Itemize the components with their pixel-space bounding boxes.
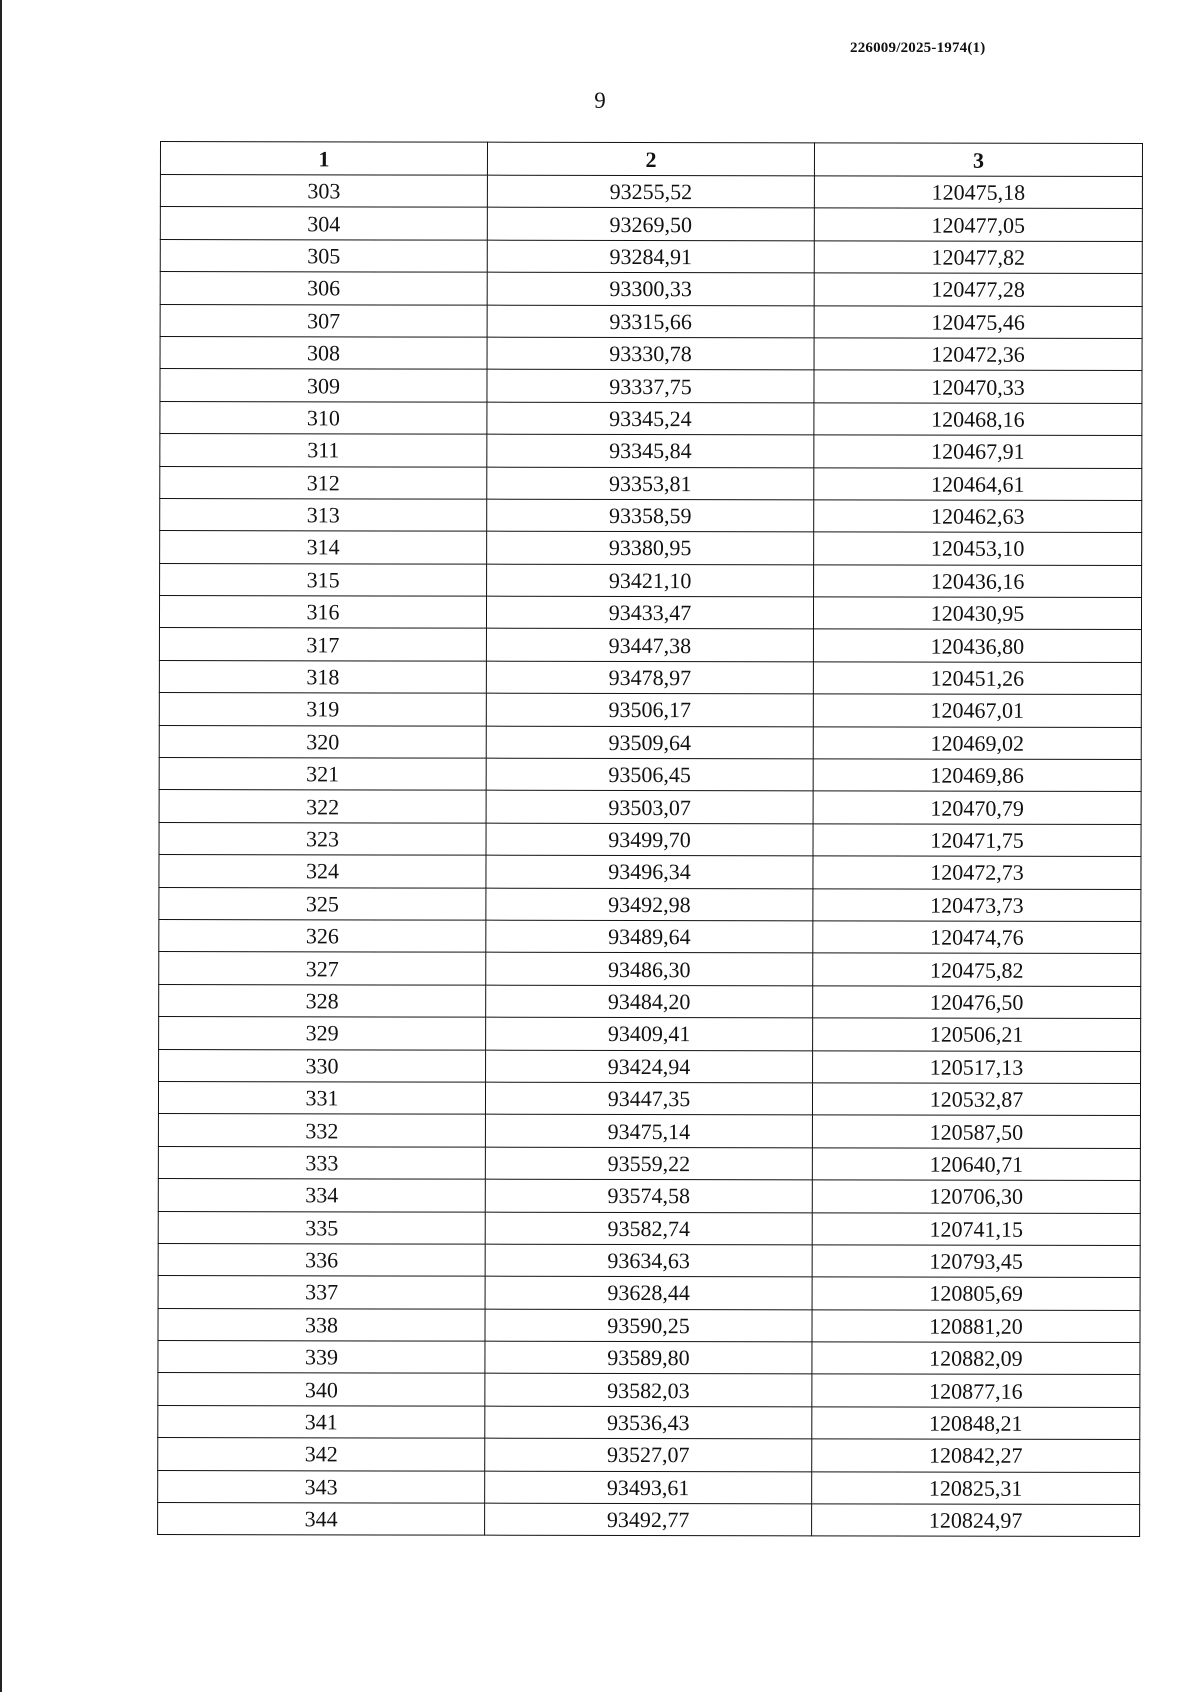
point-number-cell: 342 (158, 1438, 485, 1471)
point-number-cell: 319 (159, 693, 486, 726)
table-row (160, 369, 1142, 403)
coordinate-x-cell: 93574,58 (485, 1179, 812, 1212)
coordinate-x-cell: 93255,52 (487, 175, 814, 208)
coordinate-x-cell: 93582,03 (485, 1374, 812, 1407)
coordinate-x-cell: 93421,10 (487, 564, 814, 597)
coordinate-x-cell: 93484,20 (486, 985, 813, 1018)
table-row (158, 1503, 1140, 1537)
coordinate-x-cell: 93496,34 (486, 855, 813, 888)
table-row (159, 919, 1141, 953)
coordinate-y-cell: 120475,18 (814, 176, 1142, 209)
point-number-cell: 309 (160, 369, 487, 402)
point-number-cell: 316 (159, 596, 486, 629)
coordinate-x-cell: 93509,64 (486, 726, 813, 759)
point-number-cell: 305 (160, 239, 487, 272)
coordinate-x-cell: 93492,77 (485, 1503, 812, 1536)
table-row (158, 1179, 1140, 1213)
table-row (160, 272, 1142, 306)
coordinate-y-cell: 120881,20 (812, 1310, 1140, 1343)
coordinate-x-cell: 93582,74 (485, 1212, 812, 1245)
table-row (159, 790, 1141, 824)
coordinate-y-cell: 120532,87 (812, 1083, 1140, 1116)
coordinate-y-cell: 120470,33 (814, 370, 1142, 403)
point-number-cell: 327 (159, 952, 486, 985)
table-row (160, 207, 1142, 241)
point-number-cell: 314 (160, 531, 487, 564)
point-number-cell: 310 (160, 401, 487, 434)
point-number-cell: 313 (160, 498, 487, 531)
table-row (159, 693, 1141, 727)
table-row (160, 434, 1142, 468)
coordinate-y-cell: 120477,82 (814, 241, 1142, 274)
coordinate-x-cell: 93590,25 (485, 1309, 812, 1342)
table-body (158, 175, 1143, 1537)
point-number-cell: 330 (159, 1049, 486, 1082)
coordinate-x-cell: 93330,78 (487, 337, 814, 370)
coordinate-y-cell: 120825,31 (812, 1471, 1140, 1504)
coordinate-x-cell: 93424,94 (486, 1050, 813, 1083)
coordinate-y-cell: 120472,36 (814, 338, 1142, 371)
point-number-cell: 307 (160, 304, 487, 337)
table-row (160, 401, 1142, 435)
coordinate-y-cell: 120506,21 (813, 1018, 1141, 1051)
table-row (158, 1243, 1140, 1277)
point-number-cell: 304 (160, 207, 487, 240)
coordinate-y-cell: 120470,79 (813, 791, 1141, 824)
coordinate-y-cell: 120469,02 (813, 727, 1141, 760)
coordinate-x-cell: 93492,98 (486, 888, 813, 921)
table-row (158, 1341, 1140, 1375)
table-header-row (160, 142, 1142, 177)
coordinate-x-cell: 93345,24 (487, 402, 814, 435)
point-number-cell: 340 (158, 1373, 485, 1406)
coordinate-x-cell: 93634,63 (485, 1244, 812, 1277)
table-row (159, 596, 1141, 630)
page-edge (0, 0, 2, 1692)
coordinate-x-cell: 93489,64 (486, 920, 813, 953)
coordinate-y-cell: 120587,50 (812, 1115, 1140, 1148)
coordinate-y-cell: 120467,01 (813, 694, 1141, 727)
coordinate-x-cell: 93380,95 (487, 531, 814, 564)
coordinate-x-cell: 93506,45 (486, 758, 813, 791)
table-row (158, 1308, 1140, 1342)
column-header-2: 2 (487, 142, 814, 176)
coordinate-x-cell: 93475,14 (485, 1115, 812, 1148)
coordinate-y-cell: 120453,10 (814, 532, 1142, 565)
table-row (158, 1276, 1140, 1310)
coordinate-x-cell: 93353,81 (487, 467, 814, 500)
coordinate-y-cell: 120462,63 (814, 500, 1142, 533)
point-number-cell: 332 (158, 1114, 485, 1147)
point-number-cell: 321 (159, 758, 486, 791)
table-row (158, 1405, 1140, 1439)
coordinate-y-cell: 120436,80 (813, 629, 1141, 662)
coordinate-y-cell: 120430,95 (813, 597, 1141, 630)
coordinate-x-cell: 93345,84 (487, 434, 814, 467)
table-row (160, 498, 1142, 532)
table-header (160, 142, 1142, 177)
table-row (160, 304, 1142, 338)
point-number-cell: 338 (158, 1308, 485, 1341)
point-number-cell: 308 (160, 336, 487, 369)
coordinate-x-cell: 93337,75 (487, 370, 814, 403)
coordinate-y-cell: 120464,61 (814, 467, 1142, 500)
point-number-cell: 306 (160, 272, 487, 305)
coordinate-y-cell: 120476,50 (813, 986, 1141, 1019)
table-row (160, 563, 1142, 597)
table-row (158, 1081, 1140, 1115)
coordinate-x-cell: 93493,61 (485, 1471, 812, 1504)
point-number-cell: 343 (158, 1470, 485, 1503)
coordinate-y-cell: 120517,13 (813, 1050, 1141, 1083)
coordinate-x-cell: 93628,44 (485, 1276, 812, 1309)
point-number-cell: 336 (158, 1243, 485, 1276)
point-number-cell: 303 (160, 175, 487, 208)
coordinate-y-cell: 120477,28 (814, 273, 1142, 306)
coordinate-x-cell: 93315,66 (487, 305, 814, 338)
coordinate-x-cell: 93499,70 (486, 823, 813, 856)
table-row (160, 239, 1142, 273)
table-row (159, 855, 1141, 889)
coordinate-y-cell: 120469,86 (813, 759, 1141, 792)
table-row (158, 1114, 1140, 1148)
point-number-cell: 329 (159, 1017, 486, 1050)
point-number-cell: 331 (158, 1081, 485, 1114)
point-number-cell: 344 (158, 1503, 485, 1536)
table-row (158, 1373, 1140, 1407)
coordinate-x-cell: 93447,35 (485, 1082, 812, 1115)
table-row (158, 1470, 1140, 1504)
point-number-cell: 326 (159, 919, 486, 952)
coordinate-y-cell: 120805,69 (812, 1277, 1140, 1310)
coordinate-y-cell: 120473,73 (813, 888, 1141, 921)
coordinate-x-cell: 93300,33 (487, 272, 814, 305)
coordinate-y-cell: 120848,21 (812, 1407, 1140, 1440)
point-number-cell: 325 (159, 887, 486, 920)
point-number-cell: 337 (158, 1276, 485, 1309)
point-number-cell: 320 (159, 725, 486, 758)
coordinate-x-cell: 93486,30 (486, 953, 813, 986)
point-number-cell: 317 (159, 628, 486, 661)
point-number-cell: 334 (158, 1179, 485, 1212)
page-number: 9 (594, 88, 606, 113)
point-number-cell: 339 (158, 1341, 485, 1374)
point-number-cell: 312 (160, 466, 487, 499)
coordinate-x-cell: 93478,97 (486, 661, 813, 694)
coordinate-y-cell: 120436,16 (814, 565, 1142, 598)
point-number-cell: 328 (159, 984, 486, 1017)
coordinate-y-cell: 120467,91 (814, 435, 1142, 468)
coordinate-y-cell: 120741,15 (812, 1212, 1140, 1245)
coordinate-y-cell: 120824,97 (812, 1504, 1140, 1537)
coordinate-x-cell: 93409,41 (486, 1017, 813, 1050)
table-row (159, 660, 1141, 694)
table-row (159, 1017, 1141, 1051)
page-number-container (0, 88, 1200, 114)
table-row (160, 531, 1142, 565)
coordinate-x-cell: 93559,22 (485, 1147, 812, 1180)
table-row (159, 822, 1141, 856)
table-row (159, 952, 1141, 986)
table-row (158, 1438, 1140, 1472)
point-number-cell: 323 (159, 822, 486, 855)
coordinate-x-cell: 93358,59 (487, 499, 814, 532)
table-row (159, 1049, 1141, 1083)
table-row (158, 1211, 1140, 1245)
point-number-cell: 333 (158, 1146, 485, 1179)
column-header-3: 3 (814, 143, 1142, 177)
coordinate-y-cell: 120472,73 (813, 856, 1141, 889)
coordinate-y-cell: 120640,71 (812, 1148, 1140, 1181)
coordinate-x-cell: 93503,07 (486, 791, 813, 824)
point-number-cell: 311 (160, 434, 487, 467)
coordinate-x-cell: 93527,07 (485, 1438, 812, 1471)
point-number-cell: 318 (159, 660, 486, 693)
coordinate-y-cell: 120475,46 (814, 305, 1142, 338)
coordinate-y-cell: 120468,16 (814, 403, 1142, 436)
coordinate-x-cell: 93284,91 (487, 240, 814, 273)
coordinate-y-cell: 120451,26 (813, 662, 1141, 695)
coordinate-x-cell: 93536,43 (485, 1406, 812, 1439)
coordinate-y-cell: 120471,75 (813, 824, 1141, 857)
coordinate-y-cell: 120477,05 (814, 208, 1142, 241)
coordinate-y-cell: 120475,82 (813, 953, 1141, 986)
table-row (160, 466, 1142, 500)
coordinate-y-cell: 120474,76 (813, 921, 1141, 954)
table-row (159, 758, 1141, 792)
point-number-cell: 315 (160, 563, 487, 596)
coordinate-x-cell: 93506,17 (486, 693, 813, 726)
coordinate-x-cell: 93269,50 (487, 208, 814, 241)
coordinate-y-cell: 120882,09 (812, 1342, 1140, 1375)
table-row (159, 887, 1141, 921)
point-number-cell: 341 (158, 1405, 485, 1438)
point-number-cell: 335 (158, 1211, 485, 1244)
coordinates-table (157, 141, 1143, 1537)
coordinate-y-cell: 120842,27 (812, 1439, 1140, 1472)
table-row (159, 984, 1141, 1018)
coordinate-y-cell: 120706,30 (812, 1180, 1140, 1213)
table-row (160, 175, 1142, 209)
table-row (160, 336, 1142, 370)
coordinate-x-cell: 93447,38 (486, 629, 813, 662)
table-row (159, 725, 1141, 759)
point-number-cell: 324 (159, 855, 486, 888)
table-row (158, 1146, 1140, 1180)
coordinate-x-cell: 93589,80 (485, 1341, 812, 1374)
document-number: 226009/2025-1974(1) (850, 40, 986, 56)
coordinate-y-cell: 120793,45 (812, 1245, 1140, 1278)
coordinate-x-cell: 93433,47 (486, 596, 813, 629)
table-row (159, 628, 1141, 662)
coordinate-y-cell: 120877,16 (812, 1374, 1140, 1407)
column-header-1: 1 (160, 142, 487, 176)
point-number-cell: 322 (159, 790, 486, 823)
